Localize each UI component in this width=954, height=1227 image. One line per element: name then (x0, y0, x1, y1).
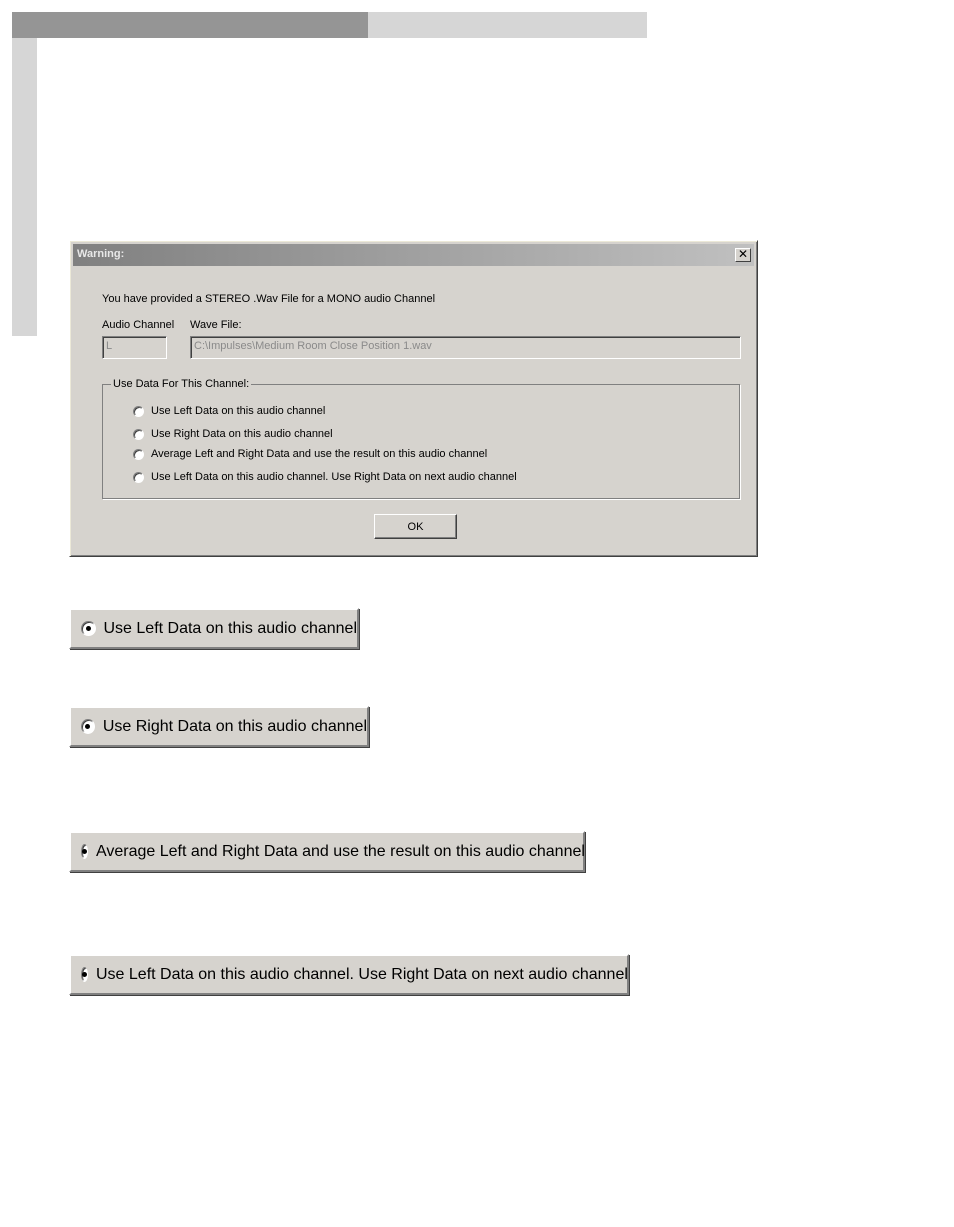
radio-label: Average Left and Right Data and use the result on this audio channel (151, 448, 488, 460)
callout-average[interactable] (69, 831, 585, 872)
radio-selected-icon (81, 621, 96, 636)
callout-label: Use Left Data on this audio channel. Use Right Data on next audio channel (96, 965, 628, 983)
callout-label: Use Right Data on this audio channel (102, 717, 367, 735)
wave-file-label: Wave File: (190, 319, 242, 331)
warning-message: You have provided a STEREO .Wav File for a MONO audio Channel (102, 293, 436, 305)
close-button[interactable] (735, 248, 751, 262)
warning-dialog (69, 240, 758, 557)
use-data-groupbox (102, 378, 740, 499)
radio-selected-icon (81, 844, 88, 859)
radio-use-left[interactable] (133, 403, 325, 419)
page-header-bar-dark (12, 12, 368, 38)
radio-use-right[interactable] (133, 426, 333, 442)
radio-label: Use Left Data on this audio channel (151, 405, 326, 417)
dialog-titlebar[interactable] (73, 244, 754, 266)
wave-file-field[interactable]: C:\Impulses\Medium Room Close Position 1.wav (190, 336, 741, 359)
audio-channel-field[interactable]: L (102, 336, 167, 359)
radio-circle-icon (133, 449, 144, 460)
radio-circle-icon (133, 406, 144, 417)
radio-left-right-split[interactable] (133, 469, 517, 485)
page-header-bar-light (368, 12, 647, 38)
radio-average[interactable] (133, 446, 487, 462)
radio-circle-icon (133, 472, 144, 483)
radio-circle-icon (133, 429, 144, 440)
radio-selected-icon (81, 719, 95, 734)
groupbox-title: Use Data For This Channel: (113, 378, 250, 390)
callout-label: Average Left and Right Data and use the result on this audio channel (96, 842, 585, 860)
dialog-title: Warning: (77, 248, 125, 260)
radio-label: Use Right Data on this audio channel (151, 428, 333, 440)
callout-label: Use Left Data on this audio channel (103, 619, 357, 637)
callout-left-right-split[interactable] (69, 954, 629, 995)
radio-label: Use Left Data on this audio channel. Use Right Data on next audio channel (151, 471, 517, 483)
ok-button[interactable]: OK (374, 514, 457, 539)
radio-selected-icon (81, 967, 88, 982)
audio-channel-label: Audio Channel (102, 319, 175, 331)
close-icon: ✕ (737, 247, 749, 261)
page-side-bar (12, 38, 37, 336)
callout-use-right[interactable] (69, 706, 369, 747)
callout-use-left[interactable] (69, 608, 359, 649)
